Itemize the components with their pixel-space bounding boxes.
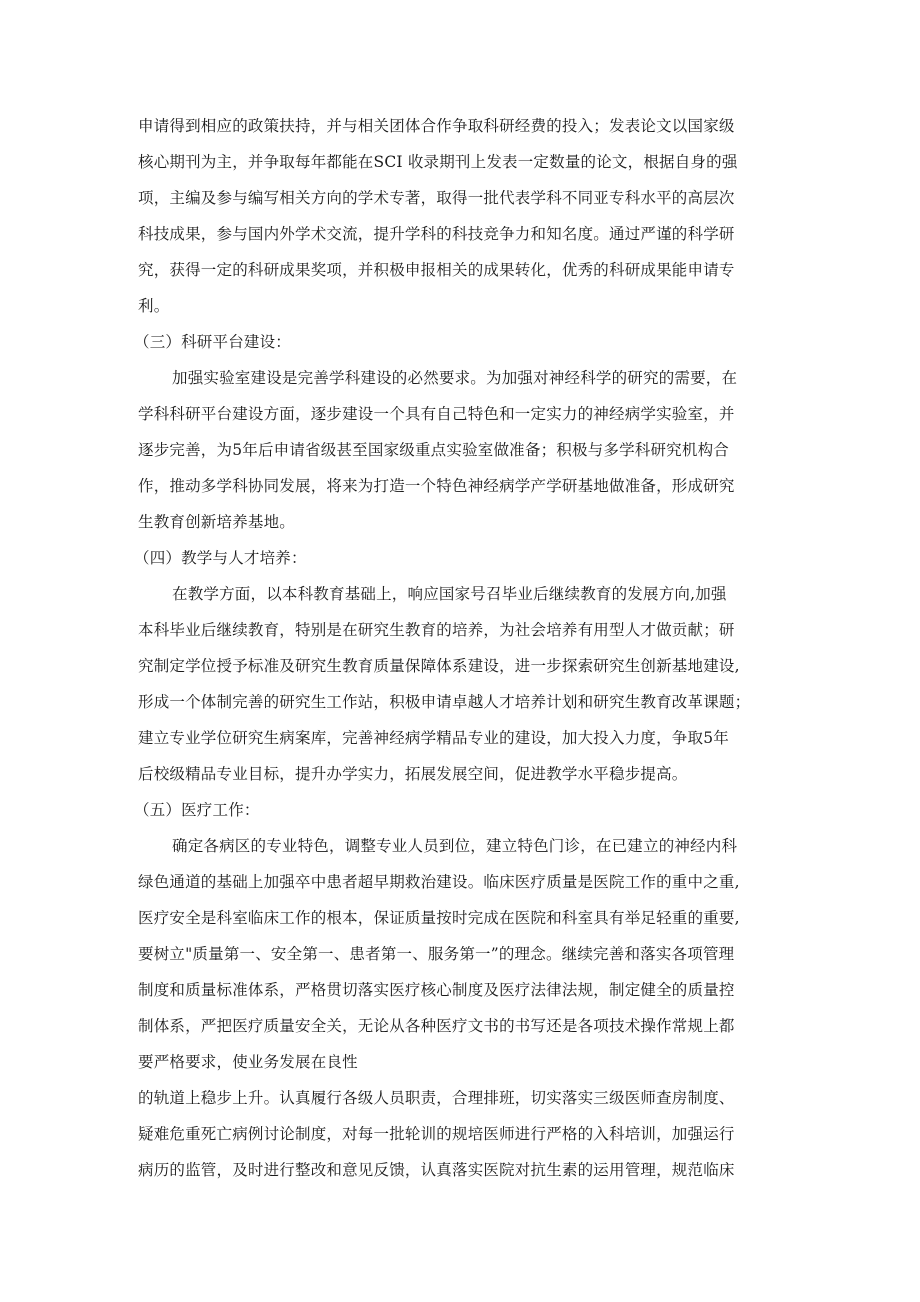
paragraph-4-line: 形成一个体制完善的研究生工作站，积极申请卓越人才培养计划和研究生教育改革课题； bbox=[138, 693, 751, 711]
paragraph-3-line: 逐步完善，为5年后申请省级甚至国家级重点实验室做准备；积极与多学科研究机构合 bbox=[138, 441, 729, 459]
paragraph-6-line: 的轨道上稳步上升。认真履行各级人员职责，合理排班，切实落实三级医师查房制度、 bbox=[138, 1089, 735, 1107]
paragraph-3-line: 生教育创新培养基地。 bbox=[138, 513, 296, 531]
paragraph-1-line: 利。 bbox=[138, 297, 170, 315]
paragraph-4-line: 建立专业学位研究生病案库，完善神经病学精品专业的建设，加大投入力度，争取5年 bbox=[138, 729, 729, 747]
paragraph-1-line: 科技成果，参与国内外学术交流，提升学科的科技竞争力和知名度。通过严谨的科学研 bbox=[138, 225, 735, 243]
document-page bbox=[134, 108, 798, 1188]
paragraph-5-line: 要树立"质量第一、安全第一、患者第一、服务第一”的理念。继续完善和落实各项管理 bbox=[138, 945, 735, 963]
paragraph-4-line: 本科毕业后继续教育，特别是在研究生教育的培养，为社会培养有用型人才做贡献；研 bbox=[138, 621, 735, 639]
paragraph-4-line: 在教学方面，以本科教育基础上，响应国家号召毕业后继续教育的发展方向,加强 bbox=[172, 585, 727, 603]
paragraph-1-line: 项，主编及参与编写相关方向的学术专著，取得一批代表学科不同亚专科水平的高层次 bbox=[138, 189, 735, 207]
paragraph-5-line: 医疗安全是科室临床工作的根本，保证质量按时完成在医院和科室具有举足轻重的重要, bbox=[138, 909, 740, 927]
paragraph-3-line: 作，推动多学科协同发展，将来为打造一个特色神经病学产学研基地做准备，形成研究 bbox=[138, 477, 735, 495]
paragraph-3-line: 加强实验室建设是完善学科建设的必然要求。为加强对神经科学的研究的需要，在 bbox=[172, 369, 738, 387]
paragraph-5-line: 制度和质量标准体系，严格贯切落实医疗核心制度及医疗法律法规，制定健全的质量控 bbox=[138, 981, 735, 999]
paragraph-3-line: 学科科研平台建设方面，逐步建设一个具有自己特色和一定实力的神经病学实验室，并 bbox=[138, 405, 735, 423]
paragraph-6-line: 病历的监管，及时进行整改和意见反馈，认真落实医院对抗生素的运用管理，规范临床 bbox=[138, 1161, 735, 1179]
paragraph-1-line: 究，获得一定的科研成果奖项，并积极申报相关的成果转化，优秀的科研成果能申请专 bbox=[138, 261, 735, 279]
paragraph-4-line: 后校级精品专业目标，提升办学实力，拓展发展空间，促进教学水平稳步提高。 bbox=[138, 765, 688, 783]
section-heading-5: （五）医疗工作： bbox=[134, 801, 260, 819]
paragraph-6-line: 疑难危重死亡病例讨论制度，对每一批轮训的规培医师进行严格的入科培训，加强运行 bbox=[138, 1125, 735, 1143]
paragraph-5-line: 制体系，严把医疗质量安全关，无论从各种医疗文书的书写还是各项技术操作常规上都 bbox=[138, 1017, 735, 1035]
paragraph-5-line: 绿色通道的基础上加强卒中患者超早期救治建设。临床医疗质量是医院工作的重中之重, bbox=[138, 873, 740, 891]
section-heading-3: （三）科研平台建设： bbox=[134, 333, 292, 351]
paragraph-5-line: 要严格要求，使业务发展在良性 bbox=[138, 1053, 358, 1071]
paragraph-5-line: 确定各病区的专业特色，调整专业人员到位，建立特色门诊，在已建立的神经内科 bbox=[172, 837, 738, 855]
paragraph-1-line: 申请得到相应的政策扶持，并与相关团体合作争取科研经费的投入；发表论文以国家级 bbox=[138, 117, 735, 135]
section-heading-4: （四）教学与人才培养： bbox=[134, 549, 307, 567]
paragraph-1-line: 核心期刊为主，并争取每年都能在SCI 收录期刊上发表一定数量的论文，根据自身的强 bbox=[138, 153, 738, 171]
paragraph-4-line: 究制定学位授予标准及研究生教育质量保障体系建设，进一步探索研究生创新基地建设, bbox=[138, 657, 740, 675]
